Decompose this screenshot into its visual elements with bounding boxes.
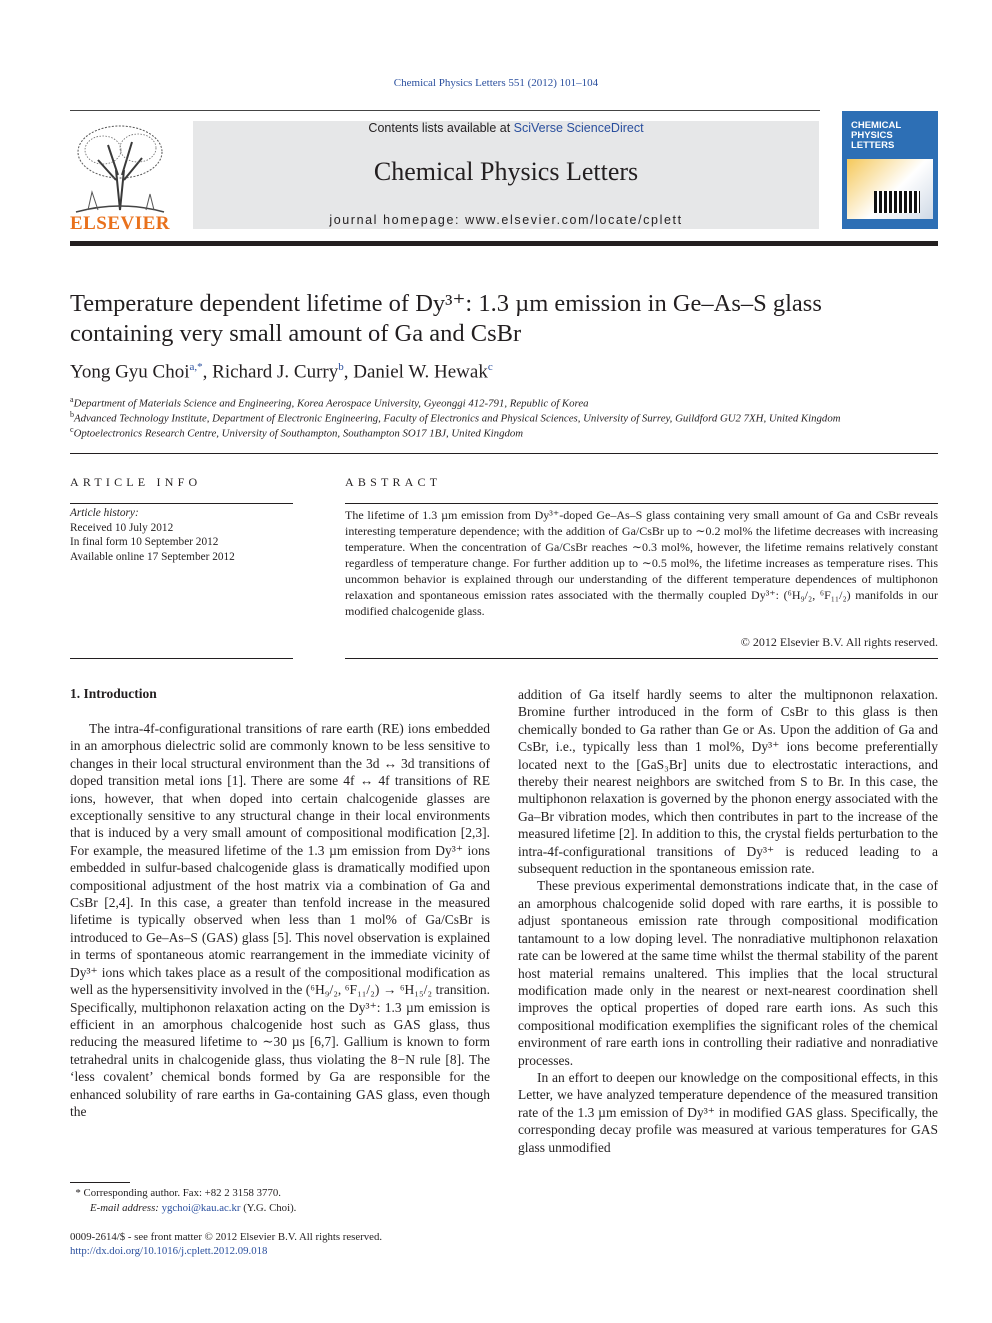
article-title: Temperature dependent lifetime of Dy³⁺: 1.3 µm emission in Ge–As–S glass containing very small amount of Ga and CsBr bbox=[70, 290, 822, 347]
corresponding-author-footnote bbox=[70, 1186, 296, 1215]
affiliation-key: a bbox=[70, 395, 74, 404]
footnote-rule bbox=[70, 1182, 130, 1183]
journal-title: Chemical Physics Letters bbox=[373, 157, 639, 186]
body-paragraph: The intra-4f-configurational transitions of rare earth (RE) ions embedded in an amorphous dielectric solid are commonly known to be less sensitive to changes in their local structural environment than the 3d ↔ 3d transitions of doped transition metal ions [1]. There are some 4f ↔ 4f transitions of RE ions, however, that when doped into certain chalcogenide glasses are exceptionally sensitive to any structural change in their local environments that is induced by a very small amount of compositional modification [2,3]. For example, the measured lifetime of the 1.3 µm emission from Dy³⁺ ions embedded in sulfur-based chalcogenide glass is dramatically modified upon compositional adjustment of the host matrix via a combination of Ga and CsBr [2,4]. In this case, a greater than tenfold increase in the measured lifetime is typically observed when less than 1 mol% of Ga/CsBr is introduced to Ge–As–S (GAS) glass [5]. This novel observation is explained in terms of spontaneous atomic rearrangement in the immediate vicinity of Dy³⁺ ions which takes place as a result of the compositional modification as well as the hypersensitivity involved in the (⁶H₉/₂, ⁶F₁₁/₂) → ⁶H₁₅/₂ transition. Specifically, multiphonon relaxation acting on the Dy³⁺: 1.3 µm emission is efficient in an amorphous chalcogenide host such as GAS glass, thus reducing the measured lifetime to ∼30 µs [6,7]. Gallium is known to form tetrahedral units in chalcogenide glass, thus violating the 8−N rule [8]. The ‘less covalent’ chemical bonds formed by Ga are responsible for the enhanced solubility of rare earths in Ga-containing GAS glass, even though the bbox=[70, 721, 490, 1119]
header-thick-rule bbox=[70, 241, 938, 246]
cover-title: CHEMICAL PHYSICS LETTERS bbox=[851, 120, 901, 151]
email-label: E-mail address: bbox=[90, 1201, 159, 1214]
received-date: Received 10 July 2012 bbox=[70, 521, 174, 534]
abstract-rule bbox=[345, 503, 938, 504]
affiliation-text: Department of Materials Science and Engineering, Korea Aerospace University, Gyeonggi 412-791, Republic of Korea bbox=[73, 397, 589, 410]
abstract-heading: ABSTRACT bbox=[345, 475, 442, 489]
header-rule bbox=[70, 110, 820, 111]
body-column-right bbox=[518, 686, 938, 1156]
affiliation-key: c bbox=[70, 425, 74, 434]
affiliation-text: Advanced Technology Institute, Department of Electronic Engineering, Faculty of Electronics and Physical Sciences, University of Surrey, Guildford GU2 7XH, United Kingdom bbox=[74, 412, 841, 425]
contents-prefix: Contents lists available at bbox=[368, 121, 514, 135]
elsevier-wordmark: ELSEVIER bbox=[69, 213, 171, 234]
history-label: Article history: bbox=[70, 507, 139, 519]
affiliation-a bbox=[70, 395, 589, 410]
article-info-rule bbox=[70, 503, 293, 504]
article-info-bottom-rule bbox=[70, 658, 293, 659]
author-affiliation-mark[interactable]: c bbox=[487, 361, 493, 373]
journal-cover-thumbnail[interactable] bbox=[842, 111, 938, 229]
front-matter bbox=[70, 1231, 382, 1258]
affiliation-text: Optoelectronics Research Centre, University of Southampton, Southampton SO17 1BJ, United Kingdom bbox=[73, 427, 524, 440]
author-name[interactable]: Richard J. Curry bbox=[212, 361, 339, 383]
doi-link[interactable]: http://dx.doi.org/10.1016/j.cplett.2012.09.018 bbox=[70, 1244, 268, 1257]
author-affiliation-mark[interactable]: a,* bbox=[189, 361, 203, 373]
body-paragraph: In an effort to deepen our knowledge on the compositional effects, in this Letter, we have analyzed temperature dependence of the measured transition rate of the 1.3 µm emission of Dy³⁺ in modified GAS glass. Specifically, the corresponding decay profile was measured at various temperatures for GAS glass unmodified bbox=[518, 1069, 938, 1155]
corresponding-text: Corresponding author. Fax: +82 2 3158 3770. bbox=[83, 1187, 281, 1199]
asterisk-mark: * bbox=[75, 1187, 81, 1199]
cover-barcode-graphic bbox=[874, 191, 920, 213]
abstract-copyright: © 2012 Elsevier B.V. All rights reserved. bbox=[740, 635, 938, 649]
journal-homepage[interactable]: journal homepage: www.elsevier.com/locate/cplett bbox=[329, 213, 683, 227]
affiliation-b bbox=[70, 410, 841, 425]
body-paragraph: addition of Ga itself hardly seems to alter the multipnonon relaxation. Bromine further introduced in the form of CsBr to this glass is then chemically bonded to Ga rather than Ge or As. Upon the addition of Ga and CsBr, i.e., typically less than 1 mol%, Dy³⁺ ions become preferentially located next to the [GaS₃Br] units due to electrostatic interactions, and thereby their nearest neighbors are switched from S to Br. In this case, the multiphonon relaxation is governed by the phonon energy associated with the Ga–Br vibration modes, which then contributes in part to the increase of the measured lifetime [2]. In addition to this, the crystal fields perturbation to the intra-4f-configurational transitions of Dy³⁺ is reduced leading to a subsequent reduction in the spontaneous emission rate. bbox=[518, 687, 938, 877]
author-list: Yong Gyu Choi$^{a,*}$, Richard J. Curry$^b$, Daniel W. Hewak$^c$ bbox=[70, 361, 493, 383]
author-affiliation-mark[interactable]: b bbox=[338, 361, 344, 373]
article-info-heading: ARTICLE INFO bbox=[70, 475, 202, 489]
online-date: Available online 17 September 2012 bbox=[70, 550, 235, 563]
section-rule bbox=[70, 453, 938, 454]
body-column-left bbox=[70, 720, 490, 1120]
affiliation-c bbox=[70, 425, 523, 440]
contents-availability bbox=[193, 121, 819, 135]
sciencedirect-link[interactable]: SciVerse ScienceDirect bbox=[513, 121, 644, 135]
body-paragraph: These previous experimental demonstrations indicate that, in the case of an amorphous chalcogenide solid doped with rare earths, it is possible to adjust spontaneous emission rate through compositional modification tantamount to a low doping level. The nonradiative multiphonon relaxation rate can be lowered at the same time whilst the thermal stability of the parent host material remains unaltered. This implies that the local structural modification made only in the nearest or next-nearest coordination shell improves the optical properties of doped rare earth ions. As such this compositional modification exemplifies the significant roles of the chemical environment of rare earth ions in controlling their radiative and nonradiative processes. bbox=[518, 878, 938, 1068]
issn-line: 0009-2614/$ - see front matter © 2012 Elsevier B.V. All rights reserved. bbox=[70, 1231, 383, 1243]
email-suffix: (Y.G. Choi). bbox=[243, 1201, 297, 1214]
author-name[interactable]: Yong Gyu Choi bbox=[70, 361, 190, 383]
article-history bbox=[70, 506, 235, 564]
section-heading-introduction: 1. Introduction bbox=[70, 686, 157, 701]
affiliation-key: b bbox=[70, 410, 74, 419]
journal-citation[interactable]: Chemical Physics Letters 551 (2012) 101–104 bbox=[393, 77, 599, 89]
email-link[interactable]: ygchoi@kau.ac.kr bbox=[161, 1201, 241, 1214]
abstract-text: The lifetime of 1.3 µm emission from Dy³⁺-doped Ge–As–S glass containing very small amount of Ga and CsBr reveals interesting temperature dependence; with the addition of Ga/CsBr up to ∼0.2 mol% the lifetime decreases with increasing temperature. When the concentration of Ga/CsBr reaches ∼0.3 mol%, however, the lifetime remains relatively constant regardless of temperature change. For further addition up to ∼0.5 mol%, the lifetime increases as temperature rises. This uncommon behavior is explained through our understanding of the different temperature dependences of multiphonon relaxation and spontaneous emission rates associated with the thermally coupled Dy³⁺: (⁶H₉/₂, ⁶F₁₁/₂) manifolds in our modified chalcogenide glass. bbox=[345, 508, 938, 618]
author-name[interactable]: Daniel W. Hewak bbox=[353, 361, 488, 383]
revised-date: In final form 10 September 2012 bbox=[70, 536, 219, 549]
abstract-bottom-rule bbox=[345, 658, 938, 659]
